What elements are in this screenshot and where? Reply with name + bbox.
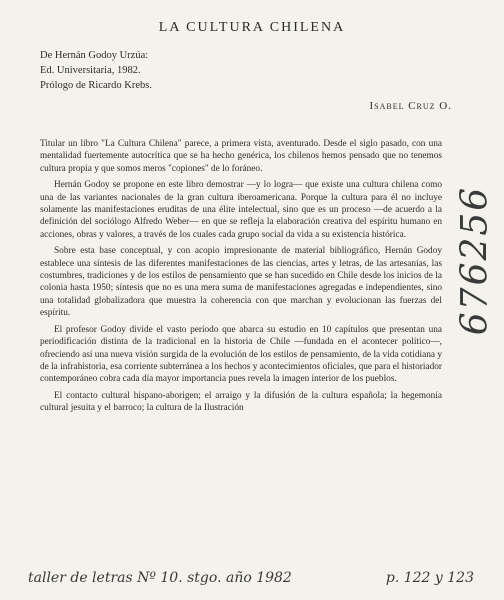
reference-line: De Hernán Godoy Urzúa: [40, 50, 149, 61]
reference-line: Ed. Universitaria, 1982. [40, 65, 141, 76]
side-number-text: 676256 [454, 185, 496, 336]
paragraph: Hernán Godoy se propone en este libro demostrar —y lo logra— que existe una cultura chilena como una de las variantes nacionales de la gran cultura iberoamericana. Porque la cultura para él no incluye solamente las manifestaciones eruditas de una élite intelectual, sino que es un proceso —de acuerdo a la definición del sociólogo Alfredo Weber— en que se refleja la elaboración creativa del espíritu humano en acciones, obras y valores, a través de los cuales cada grupo social da vida a su existencia histórica. [40, 180, 442, 240]
paragraph: El contacto cultural hispano-aborigen; el arraigo y la difusión de la cultura española; la hegemonía cultural jesuita y el barroco; la cultura de la Ilustración [40, 390, 442, 414]
paragraph: El profesor Godoy divide el vasto período que abarca su estudio en 10 capítulos que presentan una periodificación distinta de la tradicional en la historia de Chile —fundada en el acontecer político—, ofreciendo así una nueva visión surgida de la evolución de los estilos de pensamiento, de la vida cotidiana y de la infrahistoria, esa corriente subterránea a los hechos y acontecimientos oficiales, que para el historiador contemporáneo cobra cada día mayor importancia pues revela la imagen interior de los pueblos. [40, 324, 442, 385]
footer-source-text: taller de letras Nº 10. stgo. año 1982 [28, 570, 292, 586]
handwritten-side-number [448, 170, 500, 340]
paragraph: Sobre esta base conceptual, y con acopio impresionante de material bibliográfico, Hernán Godoy establece una síntesis de las diferentes manifestaciones de las ciencias, artes y letras, de las artesanías, las costumbres, tradiciones y de los estilos de pensamiento que se han sucedido en Chile desde los inicios de la colonia hasta 1950; síntesis que no es una mera suma de manifestaciones agregadas e independientes, sino una totalidad globalizadora que muestra la coherencia con que marchan y evolucionan las fuerzas del espíritu. [40, 246, 442, 319]
document-title: LA CULTURA CHILENA [158, 20, 346, 35]
footer-pages-text: p. 122 y 123 [385, 570, 474, 586]
bibliographic-reference [40, 48, 152, 93]
author-name: Isabel Cruz O. [369, 100, 452, 112]
reference-line: Prólogo de Ricardo Krebs. [40, 80, 152, 91]
paragraph: Titular un libro "La Cultura Chilena" parece, a primera vista, aventurado. Desde el siglo pasado, con una mentalidad fuertemente autocrítica que se ha hecho genérica, los chilenos hemos pensado que no tenemos cultura propia y que somos meros "copiones" de lo foráneo. [40, 139, 442, 174]
handwritten-footer [28, 570, 488, 586]
article-body [40, 138, 442, 419]
